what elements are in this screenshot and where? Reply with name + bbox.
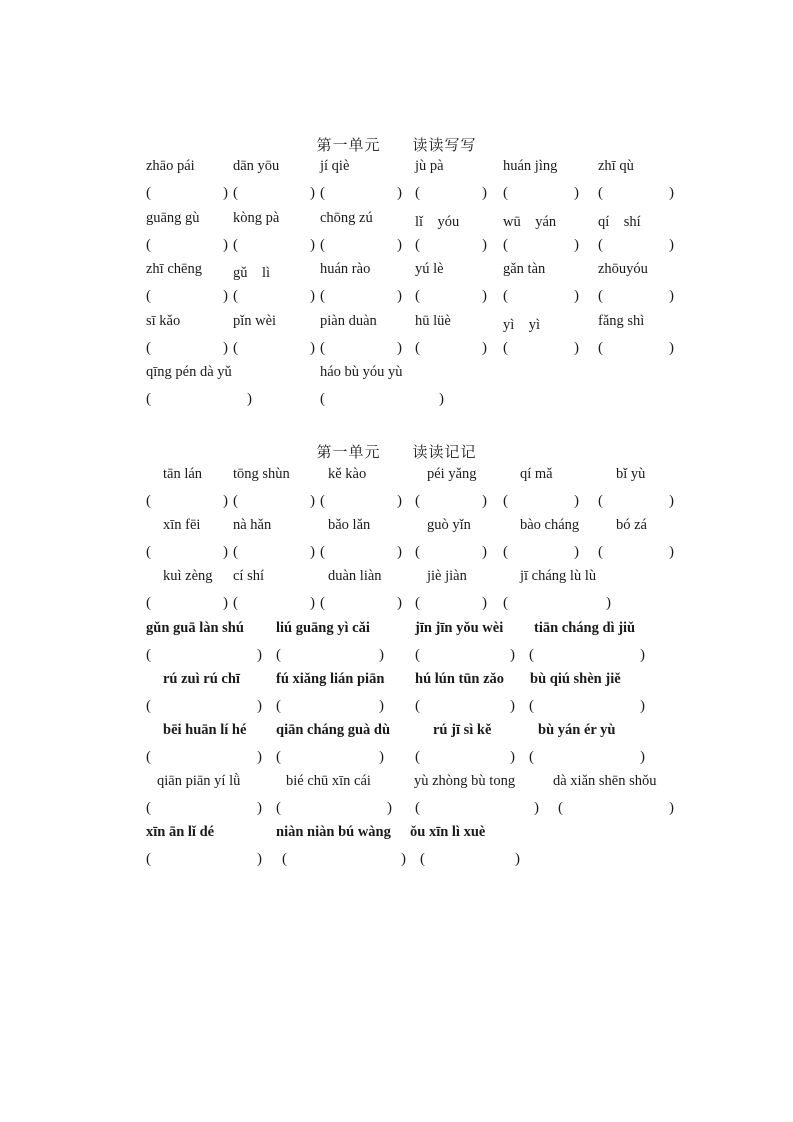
pinyin-word: péi yǎng xyxy=(427,466,477,482)
right-paren: ) xyxy=(640,647,645,663)
answer-blank[interactable] xyxy=(146,595,228,612)
left-paren: ( xyxy=(529,647,534,663)
left-paren: ( xyxy=(276,749,281,765)
pinyin-word: piàn duàn xyxy=(320,313,377,329)
answer-blank[interactable] xyxy=(529,749,645,766)
right-paren: ) xyxy=(310,595,315,611)
left-paren: ( xyxy=(415,544,420,560)
right-paren: ) xyxy=(397,185,402,201)
right-paren: ) xyxy=(310,340,315,356)
pinyin-idiom: liú guāng yì cǎi xyxy=(276,620,370,636)
left-paren: ( xyxy=(146,340,151,356)
left-paren: ( xyxy=(320,185,325,201)
section2-title: 第一单元 读读记记 xyxy=(316,443,477,461)
right-paren: ) xyxy=(482,340,487,356)
left-paren: ( xyxy=(320,493,325,509)
pinyin-word: tōng shùn xyxy=(233,466,290,482)
right-paren: ) xyxy=(397,595,402,611)
left-paren: ( xyxy=(320,595,325,611)
left-paren: ( xyxy=(146,493,151,509)
answer-blank[interactable] xyxy=(276,698,384,715)
pinyin-word: kě kào xyxy=(328,466,367,482)
answer-blank[interactable] xyxy=(146,493,228,510)
right-paren: ) xyxy=(510,647,515,663)
answer-blank[interactable] xyxy=(276,647,384,664)
answer-blank[interactable] xyxy=(320,340,402,357)
answer-blank[interactable] xyxy=(420,851,520,868)
left-paren: ( xyxy=(503,595,508,611)
left-paren: ( xyxy=(503,493,508,509)
pinyin-idiom: bù yán ér yù xyxy=(538,722,616,738)
left-paren: ( xyxy=(598,493,603,509)
pinyin-idiom: niàn niàn bú wàng xyxy=(276,824,391,840)
pinyin-idiom: hú lún tūn zǎo xyxy=(415,671,505,687)
answer-blank[interactable] xyxy=(320,185,402,202)
pinyin-idiom: qiān cháng guà dù xyxy=(276,722,391,738)
pinyin-idiom: tiān cháng dì jiǔ xyxy=(534,620,636,636)
left-paren: ( xyxy=(415,595,420,611)
right-paren: ) xyxy=(669,340,674,356)
left-paren: ( xyxy=(146,647,151,663)
left-paren: ( xyxy=(558,800,563,816)
answer-blank[interactable] xyxy=(146,851,262,868)
left-paren: ( xyxy=(146,288,151,304)
right-paren: ) xyxy=(510,749,515,765)
pinyin-idiom: ǒu xīn lì xuè xyxy=(410,824,486,840)
left-paren: ( xyxy=(146,595,151,611)
right-paren: ) xyxy=(257,800,262,816)
answer-blank[interactable] xyxy=(233,544,315,561)
pinyin-word: guāng gù xyxy=(146,210,200,226)
left-paren: ( xyxy=(415,288,420,304)
right-paren: ) xyxy=(397,493,402,509)
right-paren: ) xyxy=(439,391,444,407)
left-paren: ( xyxy=(598,237,603,253)
right-paren: ) xyxy=(482,595,487,611)
right-paren: ) xyxy=(223,595,228,611)
right-paren: ) xyxy=(669,544,674,560)
right-paren: ) xyxy=(574,288,579,304)
pinyin-word: sī kǎo xyxy=(146,313,181,329)
left-paren: ( xyxy=(282,851,287,867)
answer-blank[interactable] xyxy=(503,185,579,202)
right-paren: ) xyxy=(310,544,315,560)
left-paren: ( xyxy=(146,800,151,816)
answer-blank[interactable] xyxy=(146,698,262,715)
pinyin-word: cí shí xyxy=(233,568,265,584)
pinyin-idiom: rú zuì rú chī xyxy=(163,671,240,687)
answer-blank[interactable] xyxy=(503,595,611,612)
pinyin-word: jù pà xyxy=(415,158,444,174)
right-paren: ) xyxy=(482,544,487,560)
left-paren: ( xyxy=(415,647,420,663)
answer-blank[interactable] xyxy=(415,493,487,510)
answer-blank[interactable] xyxy=(415,749,515,766)
left-paren: ( xyxy=(598,340,603,356)
answer-blank[interactable] xyxy=(320,595,402,612)
answer-blank[interactable] xyxy=(146,185,228,202)
pinyin-idiom: bù qiú shèn jiě xyxy=(530,671,621,687)
pinyin-word: bǎo lǎn xyxy=(328,517,371,533)
pinyin-idiom: yù zhòng bù tong xyxy=(414,773,516,789)
answer-blank[interactable] xyxy=(146,237,228,254)
right-paren: ) xyxy=(482,493,487,509)
right-paren: ) xyxy=(510,698,515,714)
answer-blank[interactable] xyxy=(146,749,262,766)
right-paren: ) xyxy=(379,749,384,765)
pinyin-idiom: jīn jīn yǒu wèi xyxy=(415,620,504,636)
left-paren: ( xyxy=(146,698,151,714)
pinyin-idiom: bēi huān lí hé xyxy=(163,722,247,738)
pinyin-word: bǐ yù xyxy=(616,466,646,482)
left-paren: ( xyxy=(320,544,325,560)
answer-blank[interactable] xyxy=(320,493,402,510)
pinyin-idiom: qiān piān yí lǜ xyxy=(157,773,241,789)
pinyin-word: yì yì xyxy=(503,317,541,333)
pinyin-word: gǔ lì xyxy=(233,265,271,281)
answer-blank[interactable] xyxy=(146,391,252,408)
pinyin-word: dān yōu xyxy=(233,158,280,174)
pinyin-word: yú lè xyxy=(415,261,444,277)
answer-blank[interactable] xyxy=(320,391,444,408)
left-paren: ( xyxy=(529,749,534,765)
answer-blank[interactable] xyxy=(529,647,645,664)
right-paren: ) xyxy=(397,237,402,253)
right-paren: ) xyxy=(574,237,579,253)
pinyin-word: háo bù yóu yù xyxy=(320,364,403,380)
right-paren: ) xyxy=(223,544,228,560)
left-paren: ( xyxy=(320,237,325,253)
answer-blank[interactable] xyxy=(146,647,262,664)
right-paren: ) xyxy=(574,185,579,201)
left-paren: ( xyxy=(503,340,508,356)
right-paren: ) xyxy=(482,237,487,253)
left-paren: ( xyxy=(233,237,238,253)
left-paren: ( xyxy=(276,698,281,714)
right-paren: ) xyxy=(257,698,262,714)
left-paren: ( xyxy=(146,749,151,765)
pinyin-word: qīng pén dà yǔ xyxy=(146,364,232,380)
left-paren: ( xyxy=(146,391,151,407)
answer-blank[interactable] xyxy=(282,851,406,868)
answer-blank[interactable] xyxy=(503,340,579,357)
right-paren: ) xyxy=(515,851,520,867)
left-paren: ( xyxy=(146,185,151,201)
left-paren: ( xyxy=(233,493,238,509)
right-paren: ) xyxy=(482,185,487,201)
pinyin-word: kòng pà xyxy=(233,210,280,226)
answer-blank[interactable] xyxy=(415,595,487,612)
left-paren: ( xyxy=(415,800,420,816)
right-paren: ) xyxy=(669,288,674,304)
left-paren: ( xyxy=(320,288,325,304)
pinyin-word: zhōuyóu xyxy=(598,261,648,277)
answer-blank[interactable] xyxy=(276,800,392,817)
pinyin-word: qí mǎ xyxy=(520,466,553,482)
left-paren: ( xyxy=(420,851,425,867)
right-paren: ) xyxy=(397,544,402,560)
pinyin-word: jiè jiàn xyxy=(427,568,467,584)
answer-blank[interactable] xyxy=(320,288,402,305)
right-paren: ) xyxy=(310,237,315,253)
answer-blank[interactable] xyxy=(503,544,579,561)
answer-blank[interactable] xyxy=(320,237,402,254)
answer-blank[interactable] xyxy=(598,237,674,254)
right-paren: ) xyxy=(223,493,228,509)
answer-blank[interactable] xyxy=(503,288,579,305)
right-paren: ) xyxy=(379,698,384,714)
right-paren: ) xyxy=(401,851,406,867)
pinyin-word: zhī qù xyxy=(598,158,634,174)
right-paren: ) xyxy=(257,851,262,867)
answer-blank[interactable] xyxy=(598,185,674,202)
pinyin-word: guò yǐn xyxy=(427,517,471,533)
right-paren: ) xyxy=(310,185,315,201)
answer-blank[interactable] xyxy=(503,493,579,510)
left-paren: ( xyxy=(233,288,238,304)
pinyin-word: pǐn wèi xyxy=(233,313,277,329)
answer-blank[interactable] xyxy=(233,237,315,254)
left-paren: ( xyxy=(529,698,534,714)
right-paren: ) xyxy=(574,493,579,509)
pinyin-idiom: dà xiǎn shēn shǒu xyxy=(553,773,657,789)
pinyin-word: nà hǎn xyxy=(233,517,272,533)
right-paren: ) xyxy=(223,237,228,253)
answer-blank[interactable] xyxy=(415,340,487,357)
answer-blank[interactable] xyxy=(146,288,228,305)
right-paren: ) xyxy=(534,800,539,816)
left-paren: ( xyxy=(598,288,603,304)
left-paren: ( xyxy=(415,698,420,714)
answer-blank[interactable] xyxy=(415,237,487,254)
right-paren: ) xyxy=(397,288,402,304)
left-paren: ( xyxy=(415,237,420,253)
pinyin-word: duàn liàn xyxy=(328,568,382,584)
right-paren: ) xyxy=(223,185,228,201)
left-paren: ( xyxy=(146,237,151,253)
pinyin-word: huán jìng xyxy=(503,158,558,174)
answer-blank[interactable] xyxy=(415,288,487,305)
answer-blank[interactable] xyxy=(233,340,315,357)
answer-blank[interactable] xyxy=(233,288,315,305)
pinyin-word: gǎn tàn xyxy=(503,261,546,277)
left-paren: ( xyxy=(233,340,238,356)
pinyin-idiom: bié chū xīn cái xyxy=(286,773,371,789)
left-paren: ( xyxy=(503,237,508,253)
left-paren: ( xyxy=(598,185,603,201)
left-paren: ( xyxy=(415,493,420,509)
answer-blank[interactable] xyxy=(598,493,674,510)
right-paren: ) xyxy=(310,288,315,304)
pinyin-idiom: fú xiǎng lián piān xyxy=(276,671,385,687)
section1-title: 第一单元 读读写写 xyxy=(316,136,477,154)
answer-blank[interactable] xyxy=(415,698,515,715)
right-paren: ) xyxy=(387,800,392,816)
answer-blank[interactable] xyxy=(276,749,384,766)
left-paren: ( xyxy=(598,544,603,560)
right-paren: ) xyxy=(669,493,674,509)
left-paren: ( xyxy=(503,185,508,201)
pinyin-word: kuì zèng xyxy=(163,568,213,584)
pinyin-word: zhāo pái xyxy=(146,158,195,174)
pinyin-idiom: xīn ān lǐ dé xyxy=(146,824,215,840)
answer-blank[interactable] xyxy=(598,288,674,305)
answer-blank[interactable] xyxy=(146,800,262,817)
right-paren: ) xyxy=(574,340,579,356)
answer-blank[interactable] xyxy=(320,544,402,561)
answer-blank[interactable] xyxy=(598,544,674,561)
left-paren: ( xyxy=(415,340,420,356)
pinyin-word: jí qiè xyxy=(320,158,350,174)
answer-blank[interactable] xyxy=(233,493,315,510)
pinyin-word: fǎng shì xyxy=(598,313,645,329)
left-paren: ( xyxy=(503,544,508,560)
right-paren: ) xyxy=(482,288,487,304)
right-paren: ) xyxy=(223,288,228,304)
left-paren: ( xyxy=(233,595,238,611)
left-paren: ( xyxy=(320,340,325,356)
answer-blank[interactable] xyxy=(529,698,645,715)
left-paren: ( xyxy=(233,544,238,560)
pinyin-word: xīn fēi xyxy=(163,517,201,533)
right-paren: ) xyxy=(640,698,645,714)
answer-blank[interactable] xyxy=(415,544,487,561)
right-paren: ) xyxy=(247,391,252,407)
answer-blank[interactable] xyxy=(233,595,315,612)
left-paren: ( xyxy=(503,288,508,304)
left-paren: ( xyxy=(415,185,420,201)
pinyin-word: tān lán xyxy=(163,466,203,482)
left-paren: ( xyxy=(146,544,151,560)
answer-blank[interactable] xyxy=(598,340,674,357)
pinyin-word: qí shí xyxy=(598,214,641,230)
right-paren: ) xyxy=(574,544,579,560)
answer-blank[interactable] xyxy=(558,800,674,817)
pinyin-word: huán rào xyxy=(320,261,371,277)
answer-blank[interactable] xyxy=(233,185,315,202)
pinyin-word: chōng zú xyxy=(320,210,373,226)
left-paren: ( xyxy=(276,647,281,663)
answer-blank[interactable] xyxy=(146,340,228,357)
left-paren: ( xyxy=(276,800,281,816)
right-paren: ) xyxy=(640,749,645,765)
answer-blank[interactable] xyxy=(503,237,579,254)
answer-blank[interactable] xyxy=(415,647,515,664)
answer-blank[interactable] xyxy=(415,185,487,202)
right-paren: ) xyxy=(669,800,674,816)
answer-blank[interactable] xyxy=(415,800,539,817)
pinyin-word: lǐ yóu xyxy=(415,214,460,230)
right-paren: ) xyxy=(669,185,674,201)
pinyin-idiom: rú jī sì kě xyxy=(433,722,492,738)
right-paren: ) xyxy=(397,340,402,356)
left-paren: ( xyxy=(146,851,151,867)
left-paren: ( xyxy=(233,185,238,201)
right-paren: ) xyxy=(257,749,262,765)
right-paren: ) xyxy=(606,595,611,611)
right-paren: ) xyxy=(257,647,262,663)
left-paren: ( xyxy=(320,391,325,407)
pinyin-word: bó zá xyxy=(616,517,647,533)
pinyin-word: hū lüè xyxy=(415,313,451,329)
pinyin-idiom: gǔn guā làn shú xyxy=(146,620,244,636)
pinyin-word: wū yán xyxy=(503,214,557,230)
pinyin-word: jī cháng lù lù xyxy=(520,568,597,584)
pinyin-word: bào cháng xyxy=(520,517,580,533)
right-paren: ) xyxy=(379,647,384,663)
left-paren: ( xyxy=(415,749,420,765)
pinyin-word: zhī chēng xyxy=(146,261,202,277)
right-paren: ) xyxy=(669,237,674,253)
answer-blank[interactable] xyxy=(146,544,228,561)
right-paren: ) xyxy=(223,340,228,356)
right-paren: ) xyxy=(310,493,315,509)
